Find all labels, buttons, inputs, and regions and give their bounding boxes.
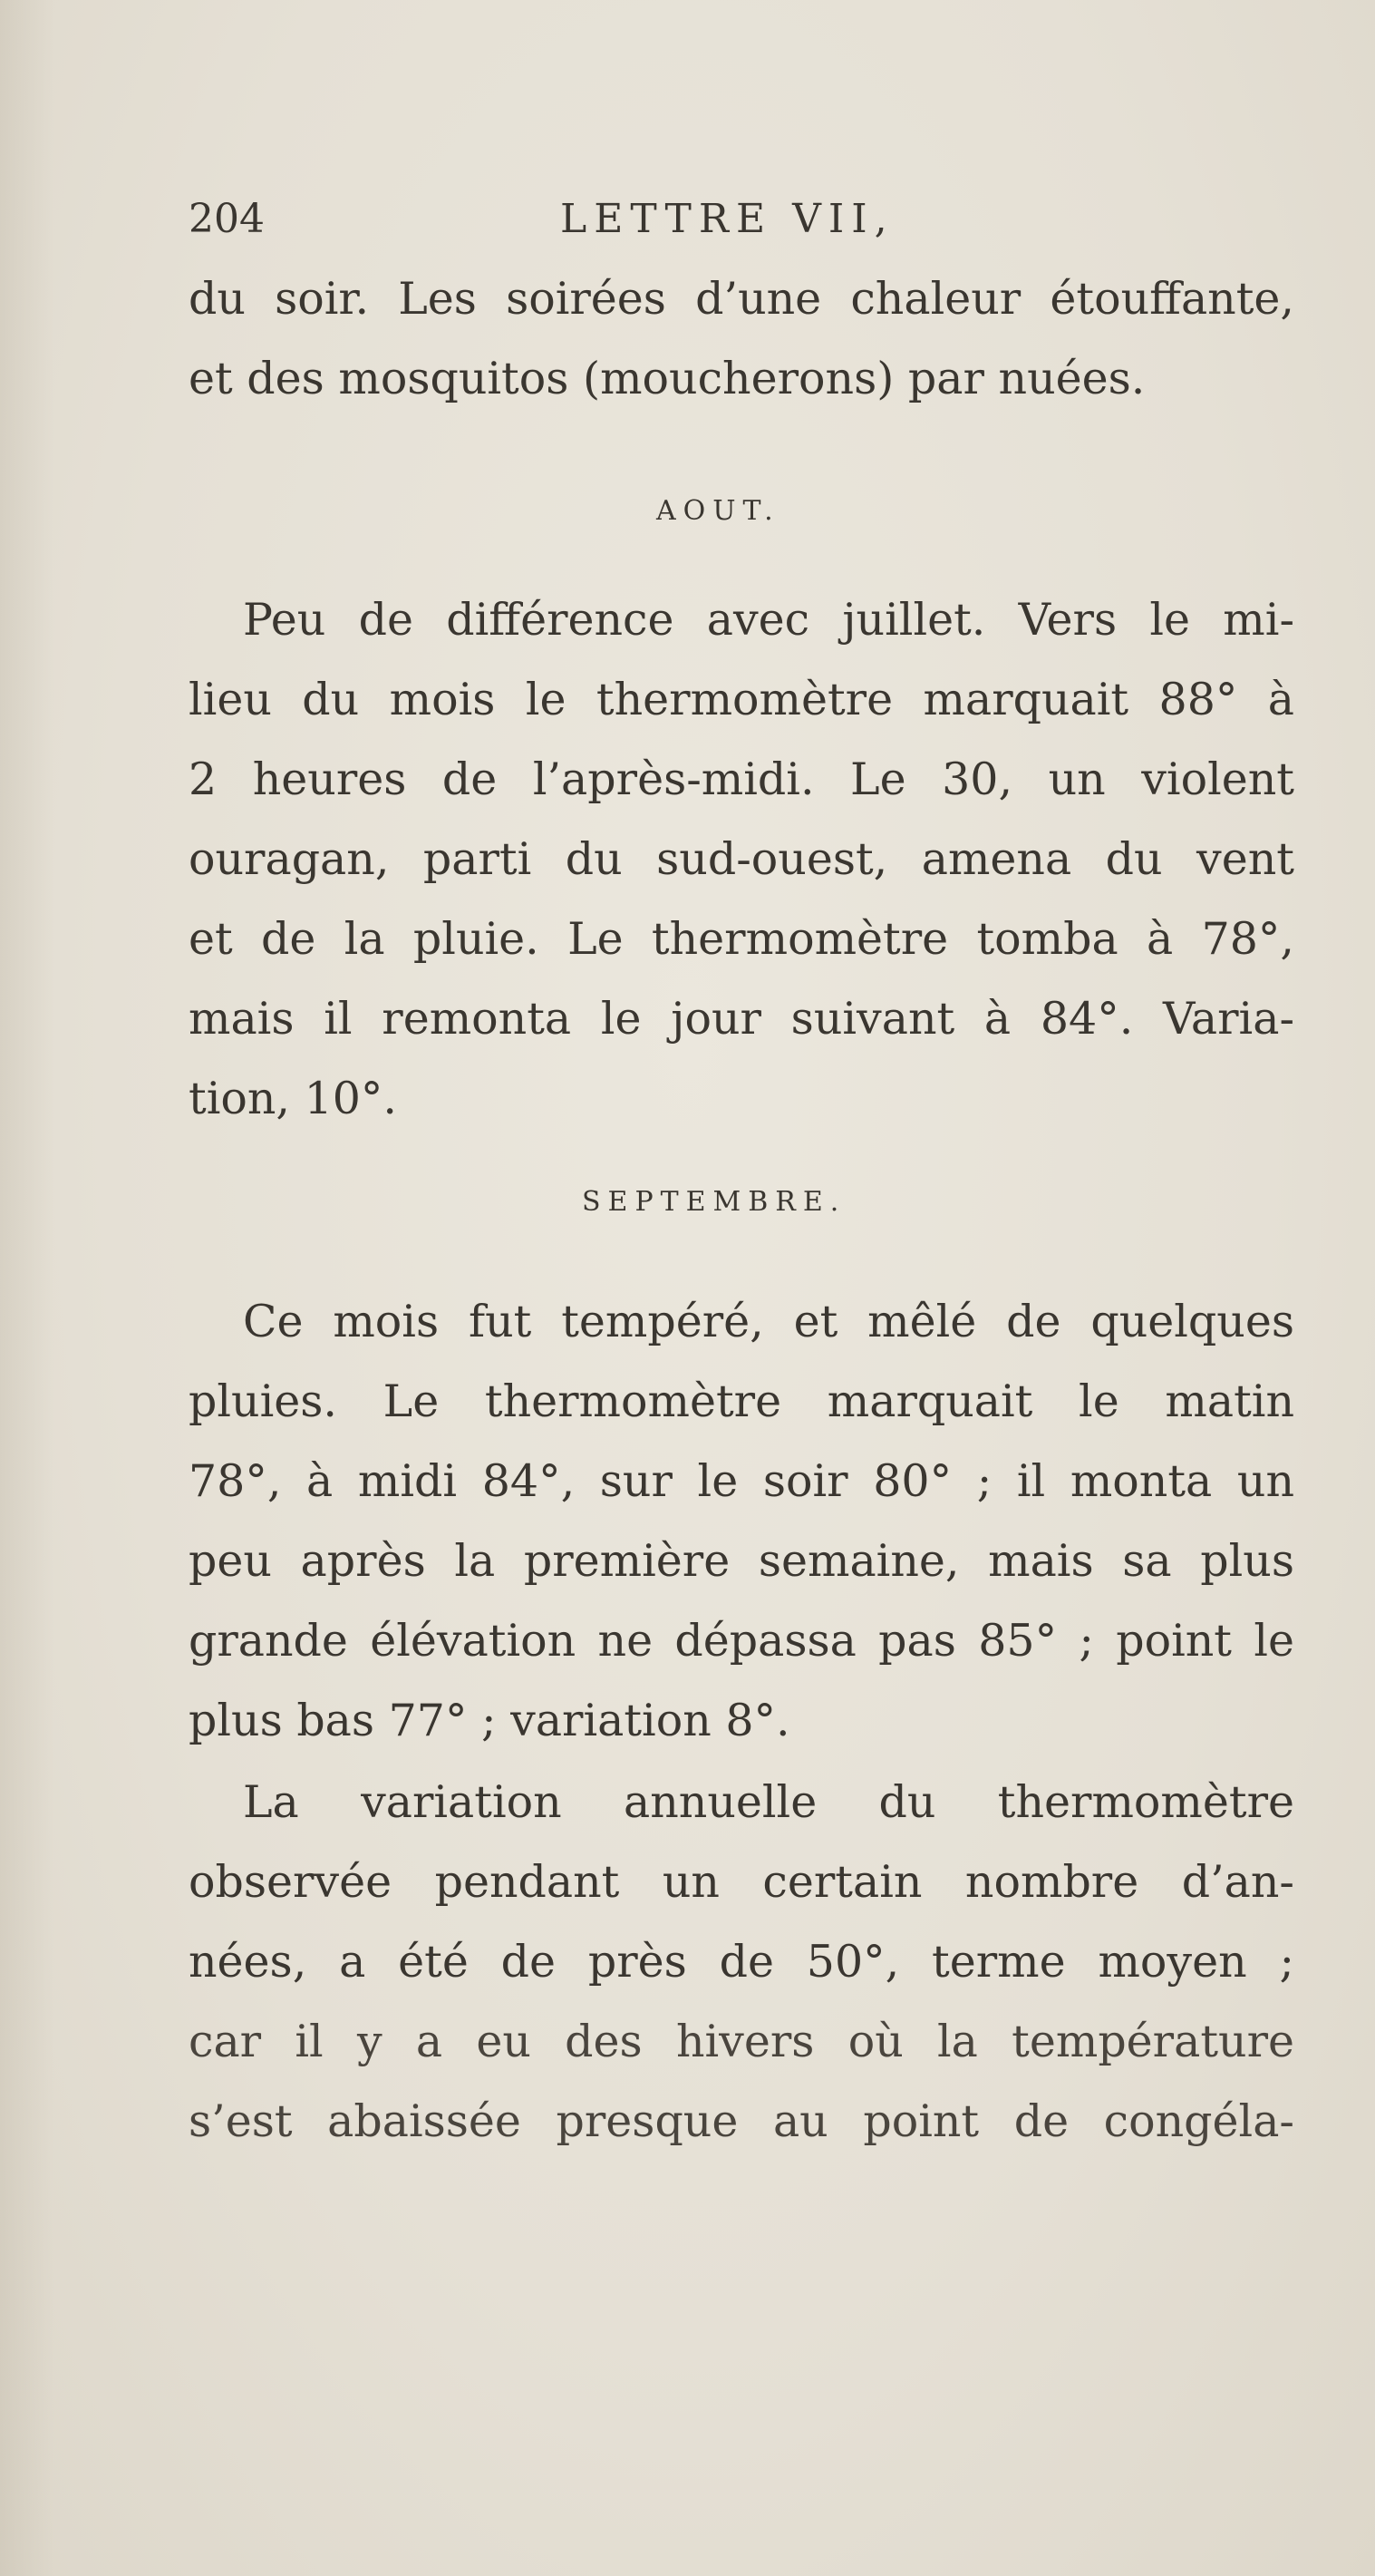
text-line: ouragan, parti du sud-ouest, amena du vent	[189, 833, 1294, 885]
text-line: nées, a été de près de 50°, terme moyen ;	[189, 1936, 1294, 1988]
text-line: tion, 10°.	[189, 1073, 397, 1124]
text-line: La variation annuelle du thermomètre	[243, 1776, 1294, 1828]
text-line: pluies. Le thermomètre marquait le matin	[189, 1375, 1294, 1427]
text-line: Ce mois fut tempéré, et mêlé de quelques	[243, 1296, 1294, 1347]
running-title: LETTRE VII,	[560, 196, 895, 242]
text-line: plus bas 77° ; variation 8°.	[189, 1695, 790, 1746]
page-gutter-shadow	[0, 0, 54, 2576]
text-line: et des mosquitos (moucherons) par nuées.	[189, 353, 1146, 404]
text-line: et de la pluie. Le thermomètre tomba à 78°,	[189, 913, 1294, 965]
section-heading-aout: AOUT.	[656, 495, 780, 527]
text-line: peu après la première semaine, mais sa plus	[189, 1535, 1294, 1587]
text-line: lieu du mois le thermomètre marquait 88° à	[189, 674, 1294, 725]
text-line: mais il remonta le jour suivant à 84°. Varia-	[189, 993, 1294, 1045]
text-line: s’est abaissée presque au point de congéla-	[189, 2095, 1294, 2147]
text-line: grande élévation ne dépassa pas 85° ; point le	[189, 1615, 1294, 1667]
text-line: car il y a eu des hivers où la température	[189, 2016, 1294, 2067]
text-line: du soir. Les soirées d’une chaleur étouffante,	[189, 273, 1294, 325]
text-line: 78°, à midi 84°, sur le soir 80° ; il monta un	[189, 1455, 1294, 1507]
page-number: 204	[189, 196, 265, 242]
text-line: 2 heures de l’après-midi. Le 30, un violent	[189, 753, 1294, 805]
running-header	[189, 192, 1294, 247]
section-heading-septembre: SEPTEMBRE.	[582, 1186, 847, 1218]
text-line: Peu de différence avec juillet. Vers le mi-	[243, 594, 1294, 646]
text-line: observée pendant un certain nombre d’an-	[189, 1856, 1294, 1908]
